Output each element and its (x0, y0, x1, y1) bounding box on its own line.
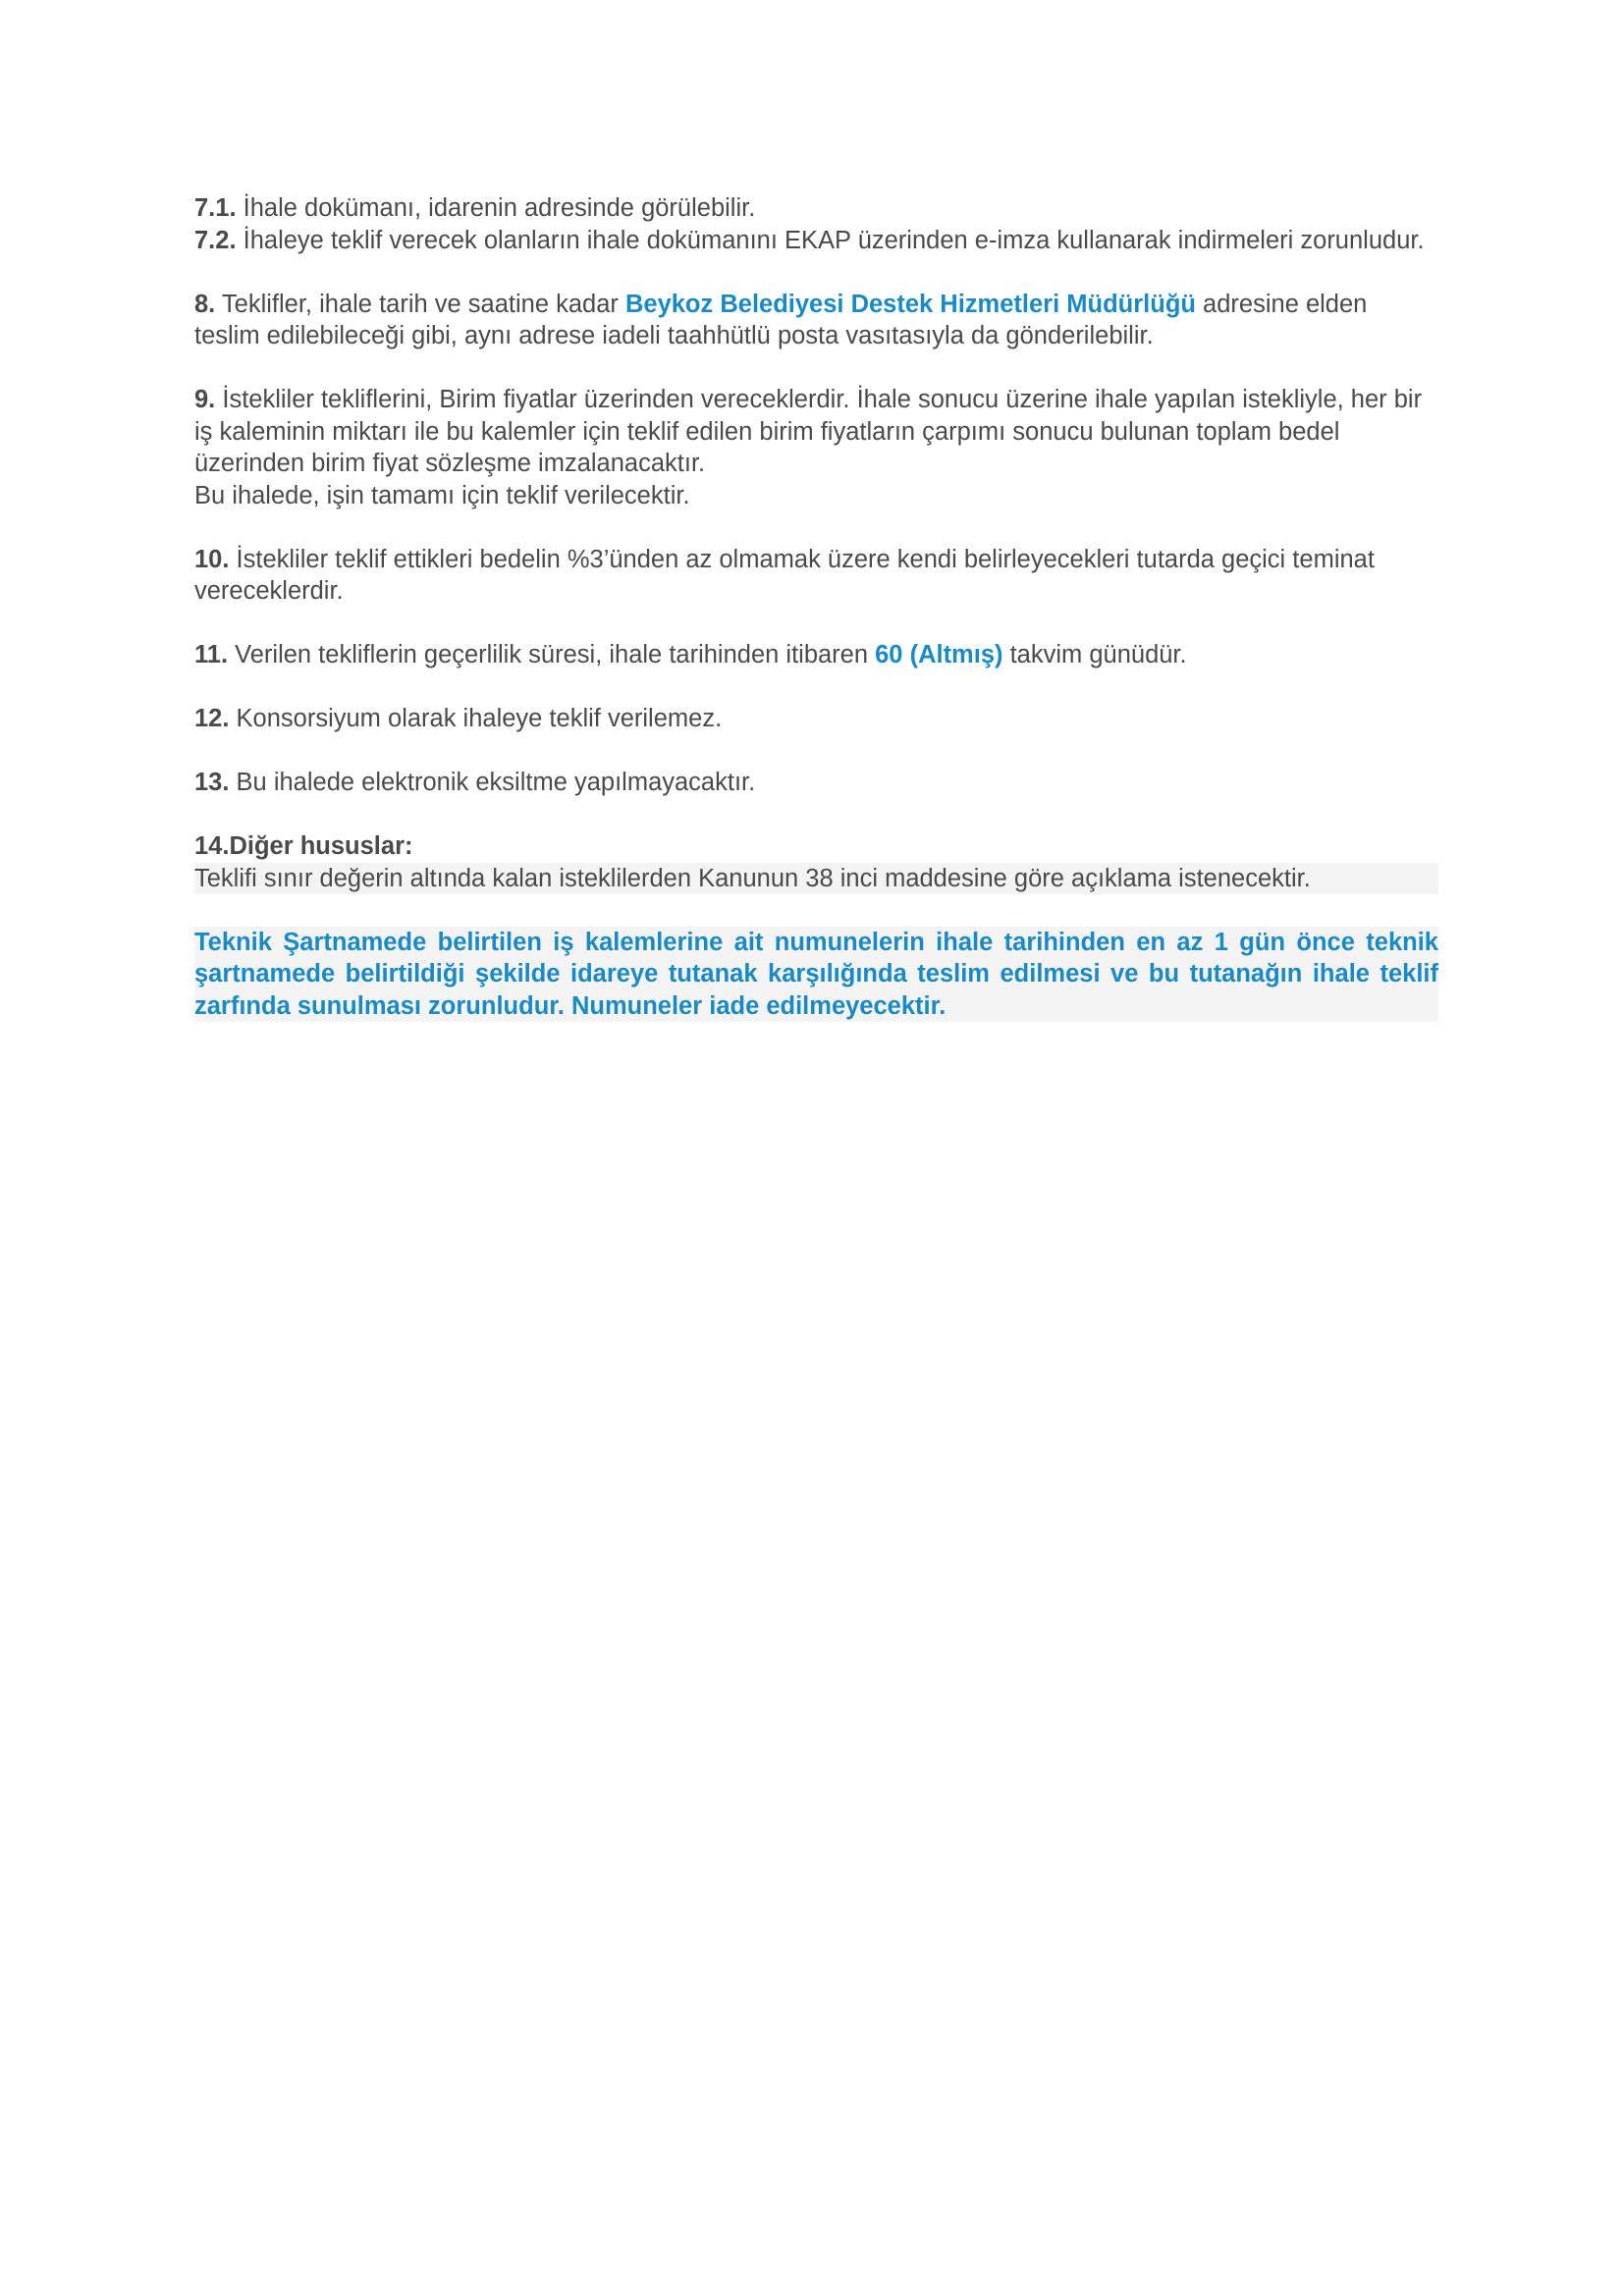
spacer (194, 352, 1438, 385)
item-number: 7.1. (194, 194, 237, 222)
item-text-pre: Teklifler, ihale tarih ve saatine kadar (215, 290, 625, 318)
item-number: 13. (194, 769, 230, 796)
item-10 (194, 544, 1438, 608)
item-number: 9. (194, 386, 216, 413)
document-page (194, 192, 1438, 1022)
item-11 (194, 639, 1438, 671)
item-text: Bu ihalede elektronik eksiltme yapılmayacaktır. (229, 769, 756, 796)
item-text: Konsorsiyum olarak ihaleye teklif verilemez. (229, 705, 723, 732)
item-7-1 (194, 192, 1438, 225)
spacer (194, 671, 1438, 704)
other-matters-heading: 14.Diğer hususlar: (194, 832, 413, 860)
item-number: 8. (194, 290, 216, 318)
item-number: 11. (194, 641, 229, 668)
item-9-note: Bu ihalede, işin tamamı için teklif verilecektir. (194, 481, 690, 509)
item-12 (194, 703, 1438, 735)
item-number: 12. (194, 705, 230, 732)
item-13 (194, 767, 1438, 799)
item-text: İhale dokümanı, idarenin adresinde görülebilir. (236, 194, 756, 222)
validity-period-highlight: 60 (Altmış) (875, 641, 1003, 668)
item-8 (194, 289, 1438, 352)
item-text-post: takvim günüdür. (1002, 641, 1187, 668)
spacer (194, 511, 1438, 544)
spacer (194, 608, 1438, 640)
spacer (194, 256, 1438, 289)
spacer (194, 735, 1438, 768)
item-text-post: adresine elden teslim edilebileceği gibi, aynı adrese iadeli taahhütlü posta vasıtasıyla da gönderilebilir. (194, 290, 1368, 349)
office-name-highlight: Beykoz Belediyesi Destek Hizmetleri Müdürlüğü (624, 290, 1196, 318)
item-text: İhaleye teklif verecek olanların ihale dokümanını EKAP üzerinden e-imza kullanarak indirmeleri zorunludur. (236, 226, 1425, 254)
item-text-pre: Verilen tekliflerin geçerlilik süresi, ihale tarihinden itibaren (228, 641, 876, 668)
item-7-2 (194, 225, 1438, 257)
spacer (194, 799, 1438, 831)
spacer (194, 894, 1438, 927)
sample-submission-notice: Teknik Şartnamede belirtilen iş kalemlerine ait numunelerin ihale tarihinden en az 1 gün önce teknik şartnamede belirtildiği şekilde idareye tutanak karşılığında teslim edilmesi ve bu tutanağın ihale teklif zarfında sunulması zorunludur. Numuneler iade edilmeyecektir. (194, 927, 1438, 1023)
other-matters-text: Teklifi sınır değerin altında kalan isteklilerden Kanunun 38 inci maddesine göre açıklama istenecektir. (194, 863, 1438, 895)
item-number: 7.2. (194, 226, 237, 254)
item-number: 10. (194, 545, 230, 573)
item-9 (194, 384, 1438, 480)
item-text: İstekliler tekliflerini, Birim fiyatlar üzerinden vereceklerdir. İhale sonucu üzerine ihale yapılan istekliyle, her bir iş kaleminin miktarı ile bu kalemler için teklif edilen birim fiyatların çarpımı sonucu bulunan toplam bedel üzerinden birim fiyat sözleşme imzalanacaktır. (194, 386, 1423, 477)
item-text: İstekliler teklif ettikleri bedelin %3’ünden az olmamak üzere kendi belirleyecekleri tutarda geçici teminat vereceklerdir. (194, 545, 1375, 605)
